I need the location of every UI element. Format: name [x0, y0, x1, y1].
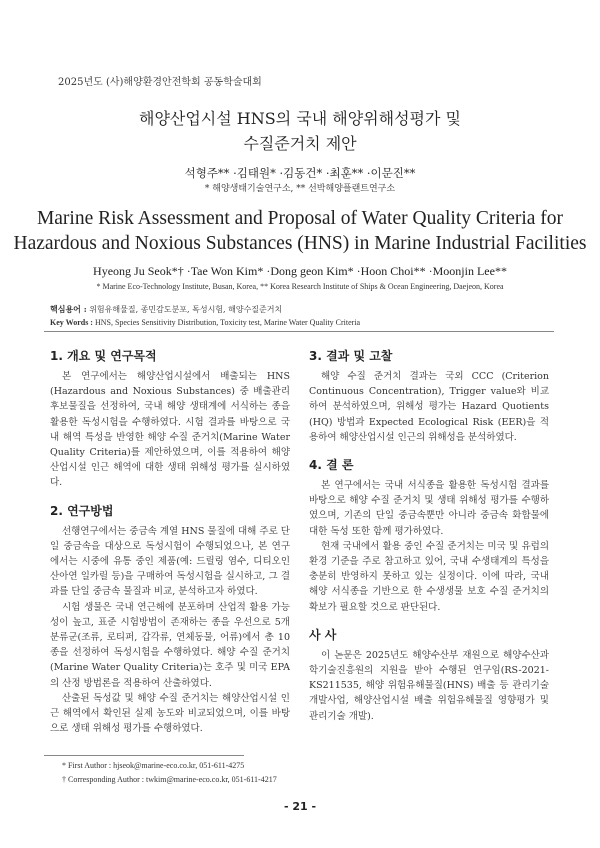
right-column	[309, 348, 549, 724]
authors-korean: 석형주** ·김태원* ·김동건* ·최훈** ·이문진**	[184, 166, 416, 180]
authors-english: Hyeong Ju Seok*† ·Tae Won Kim* ·Dong geon Kim* ·Hoon Choi** ·Moonjin Lee**	[93, 264, 507, 278]
left-column	[50, 348, 290, 736]
title-english-line-2: Hazardous and Noxious Substances (HNS) in Marine Industrial Facilities	[13, 233, 587, 254]
section-2-heading: 2. 연구방법	[50, 503, 114, 518]
title-korean-line-1: 해양산업시설 HNS의 국내 해양위해성평가 및	[138, 109, 461, 128]
section-1-paragraph: 본 연구에서는 해양산업시설에서 배출되는 HNS (Hazardous and Noxious Substances) 중 배출관리 후보물질을 선정하여, 국내 해양 생태계에 서식하는 종을 활용한 독성시험을 수행하였다. 시험 결과를 바탕으로 국내 해역 특성을 반영한 해양 수질 준거치(Marine Water Quality Criteria)를 제안하였으며, 이를 적용하여 해양산업시설 인근 해역에 대한 생태 위해성 평가를 실시하였다.	[50, 371, 290, 489]
conference-header: 2025년도 (사)해양환경안전학회 공동학술대회	[58, 77, 262, 88]
keywords-korean-label: 핵심용어 :	[50, 304, 87, 314]
section-4-paragraph-2: 현재 국내에서 활용 중인 수질 준거치는 미국 및 유럽의 환경 기준을 주로 참고하고 있어, 국내 수생태계의 특성을 충분히 반영하지 못하고 있는 실정이다. 이에 따라, 국내 해양 서식종을 기반으로 한 수생생물 보호 수질 준거치의 확보가 필요할 것으로 판단된다.	[309, 540, 549, 613]
footnote-divider	[44, 755, 244, 756]
affiliation-korean: * 해양생태기술연구소, ** 선박해양플랜트연구소	[204, 184, 396, 194]
keywords-korean	[50, 304, 282, 315]
keywords-english-text: HNS, Species Sensitivity Distribution, Toxicity test, Marine Water Quality Criteria	[94, 318, 361, 327]
keywords-english-label: Key Words :	[50, 318, 93, 327]
page-number: - 21 -	[283, 800, 317, 813]
keywords-english	[50, 318, 360, 327]
title-korean-line-2: 수질준거치 제안	[243, 134, 357, 153]
section-2-paragraph-1: 선행연구에서는 중금속 계열 HNS 물질에 대해 주로 단일 중금속을 대상으로 독성시험이 수행되었으나, 본 연구에서는 시중에 유통 중인 제품(예: 드릴링 염수, 디티오인산아연 일카릴 등)을 구매하여 독성시험을 실시하고, 그 결과를 단일 중금속 물질과 비교, 분석하고자 하였다.	[50, 525, 290, 598]
acknowledgment-heading: 사 사	[309, 627, 337, 642]
section-4-heading: 4. 결 론	[309, 458, 354, 473]
section-2-paragraph-3: 산출된 독성값 및 해양 수질 준거치는 해양산업시설 인근 해역에서 확인된 실제 농도와 비교되었으며, 이를 바탕으로 생태 위해성 평가를 수행하였다.	[50, 692, 290, 735]
footnote-corresponding-author: † Corresponding Author : twkim@marine-eco.co.kr, 051-611-4217	[62, 775, 277, 784]
affiliation-english: * Marine Eco-Technology Institute, Busan, Korea, ** Korea Research Institute of Ships & Ocean Engineering, Daejeon, Korea	[96, 282, 504, 291]
keywords-korean-text: 위험유해물질, 종민감도분포, 독성시험, 해양수질준거치	[89, 305, 283, 314]
section-4-paragraph-1: 본 연구에서는 국내 서식종을 활용한 독성시험 결과를 바탕으로 해양 수질 준거치 및 생태 위해성 평가를 수행하였으며, 기존의 단일 중금속뿐만 아니라 중금속 화합물에 대한 독성 또한 함께 평가하였다.	[309, 480, 549, 537]
section-1-heading: 1. 개요 및 연구목적	[50, 349, 157, 363]
header-divider	[44, 331, 554, 332]
section-3-heading: 3. 결과 및 고찰	[309, 349, 393, 363]
title-english-line-1: Marine Risk Assessment and Proposal of Water Quality Criteria for	[36, 208, 564, 229]
section-2-paragraph-2: 시험 생물은 국내 연근해에 분포하며 산업적 활용 가능성이 높고, 표준 시험방법이 존재하는 종을 우선으로 5개 분류군(조류, 로티퍼, 갑각류, 연체동물, 어류)에서 총 10종을 선정하여 독성시험을 수행하였다. 해양 수질 준거치(Marine Water Quality Criteria)는 호주 및 미국 EPA의 산정 방법론을 적용하여 산출하였다.	[50, 601, 290, 689]
acknowledgment-paragraph: 이 논문은 2025년도 해양수산부 재원으로 해양수산과학기술진흥원의 지원을 받아 수행된 연구임(RS-2021-KS211535, 해양 위험유해물질(HNS) 배출 등 관리기술 개발사업, 해양산업시설 배출 위험유해물질 영향평가 및 관리기술 개발).	[309, 649, 549, 722]
footnote-first-author: * First Author : hjseok@marine-eco.co.kr, 051-611-4275	[62, 761, 245, 770]
section-3-paragraph: 해양 수질 준거치 결과는 국외 CCC (Criterion Continuous Concentration), Trigger value와 비교하여 분석하였으며, 위해성 평가는 Hazard Quotients (HQ) 방법과 Expected Ecological Risk (EER)을 적용하여 해양산업시설 인근의 위해성을 분석하였다.	[309, 371, 549, 443]
